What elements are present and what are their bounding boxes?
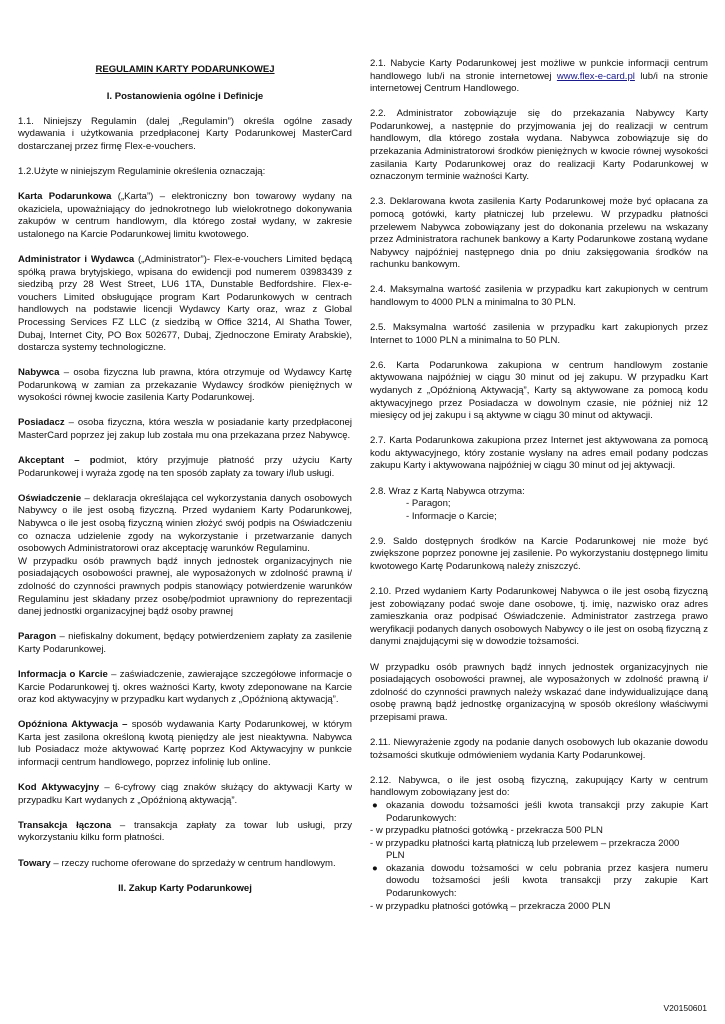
definition-karta [18,191,352,241]
term-oswiadczenie: Oświadczenie [18,492,82,504]
term-nabywca: Nabywca [18,367,60,379]
paragraph-2-10-continued: W przypadku osób prawnych bądź innych jednostek organizacyjnych nie posiadających osobowości prawnej, ale wyposażonych w zdolność prawną i/ zdolność do czynności prawnych należy wskazać dane indywidualizujące daną osobę prawną bądź jednostkę organizacyjną w sposób określony właściwymi przepisami prawa. [370,661,708,723]
bullet-text: okazania dowodu tożsamości w celu pobrania przez kasjera numeru dowodu tożsamości jeśli kwota transakcji przy zakupie Kart Podarunkowych: [386,862,708,900]
flex-e-card-link[interactable]: www.flex-e-card.pl [556,70,635,82]
text-transakcja: – transakcja zapłaty za towar lub usługi, przy wykorzystaniu kilku form płatności. [18,819,352,844]
paragraph-2-1-text-end: lub/i na stronie internetowej Centrum Handlowego. [370,70,708,95]
text-akceptant: odmiot, który przyjmuje płatność przy użyciu Karty Podarunkowej i wyraża zgodę na ten sposób zapłaty za towary i/lub usługi. [18,455,352,479]
paragraph-2-4: 2.4. Maksymalna wartość zasilenia w przypadku kart zakupionych w centrum handlowym to 4000 PLN a minimalna to 30 PLN. [370,284,708,308]
text-towary: – rzeczy ruchome oferowane do sprzedaży w centrum handlowym. [50,857,336,869]
paragraph-2-8: 2.8. Wraz z Kartą Nabywca otrzyma: [370,485,525,497]
text-karta: („Karta”) – elektroniczny bon towarowy wydany na okaziciela, upoważniający do jednokrotnego lub wielokrotnego dokonywania zakupów w centrum handlowym, dla którego został wydany, w zakresie ustalonego na Karcie Podarunkowej limitu kwotowego. [18,191,352,240]
term-towary: Towary [18,857,51,869]
document-title: REGULAMIN KARTY PODARUNKOWEJ [95,64,275,75]
term-akceptant: Akceptant – p [18,455,96,467]
text-paragon: – niefiskalny dokument, będący potwierdzeniem zapłaty za zasilenie Karty Podarunkowej. [18,631,352,655]
definition-opozniona-aktywacja [18,719,352,769]
term-karta: Karta Podarunkowa [18,191,112,203]
dash-text: - w przypadku płatności kartą płatniczą lub przelewem – przekracza 2000 [370,837,680,849]
paragraph-2-2: 2.2. Administrator zobowiązuje się do przekazania Nabywcy Karty Podarunkowej, a następnie do przyjmowania jej do realizacji w centrum handlowym, dla którego została wydana. Nabywca zobowiązuje się do przekazania Administratorowi środków pieniężnych w kwocie równej wysokości zasilania Karty Podarunkowej oraz do realizacji Karty Podarunkowej w oznaczonym terminie ważności Karty. [370,108,708,183]
left-column [18,58,352,908]
definition-oswiadczenie [18,493,352,556]
list-item [370,838,708,863]
paragraph-2-9: 2.9. Saldo dostępnych środków na Karcie Podarunkowej nie może być zwiększone poprzez ponowne jej zasilenie. Po wykorzystaniu dostępnego limitu kwotowego Kartę Podarunkową należy zniszczyć. [370,535,708,572]
right-column [370,58,708,913]
bullet-text: okazania dowodu tożsamości jeśli kwota transakcji przy zakupie Kart Podarunkowych: [386,799,708,824]
definition-administrator [18,254,352,355]
bullet-icon: ● [372,862,378,874]
bullet-icon: ● [372,799,378,811]
paragraph-2-12: 2.12. Nabywca, o ile jest osobą fizyczną, zakupujący Karty w centrum handlowym zobowiązany jest do: [370,774,708,799]
term-informacja: Informacja o Karcie [18,668,108,680]
paragraph-2-10: 2.10. Przed wydaniem Karty Podarunkowej Nabywca o ile jest osobą fizyczną jest zobowiązany podać swoje dane osobowe, tj. imię, nazwisko oraz adres zamieszkania oraz podpisać Oświadczenie. Administrator zastrzega prawo weryfikacji podanych danych osobowych Nabywcy o ile jest on osobą fizyczną z danymi znajdującymi się w dowodzie tożsamości. [370,586,708,648]
definition-towary [18,858,352,871]
definition-transakcja [18,820,352,845]
paragraph-2-7: 2.7. Karta Podarunkowa zakupiona przez Internet jest aktywowana za pomocą kodu aktywacyjnego, który zostanie wysłany na adres email podany podczas zakupu Karty i aktywowana najpóźniej w ciągu 30 minut od jej aktywacji. [370,435,708,472]
list-item [370,800,708,825]
list-item: - Informacje o Karcie; [406,510,497,522]
term-administrator: Administrator i Wydawca [18,253,135,265]
dash-text-continued: PLN [386,850,405,862]
paragraph-2-1-text: 2.1. Nabycie Karty Podarunkowej jest możliwe w punkcie informacji centrum handlowego lub/i na stronie internetowej [370,58,708,82]
paragraph-2-6: 2.6. Karta Podarunkowa zakupiona w centrum handlowym zostanie aktywowana najpóźniej w ciągu 30 minut od jej zakupu. W przypadku Kart wydanych z „Opóźnioną Aktywacją”, Karty są aktywowane za pomocą kodu aktywacyjnego przez Posiadacza w dowolnym czasie, nie później niż 12 miesięcy od jej zakupu i są aktywne w ciągu 30 minut od aktywacji. [370,359,708,422]
version-code: V20150601 [663,1003,707,1013]
paragraph-2-1 [370,58,708,96]
definition-oswiadczenie-continued: W przypadku osób prawnych bądź innych jednostek organizacyjnych nie posiadających osobowości prawnej, ale wyposażonych w zdolność prawną i/ zdolność do czynności prawnych podpis stanowiący potwierdzenie warunków Regulaminu jest składany przez osobę/podmiot uprawniony do reprezentacji danej jednostki organizacyjnej bądź osoby prawnej [18,555,352,618]
text-administrator: („Administrator”)- Flex-e-vouchers Limited będącą spółką prawa brytyjskiego, wpisana do ewidencji pod numerem 03983439 z siedzibą przy 28 West Street, LU6 1TA, Dunstable Bedfordshire. Flex-e-vouchers Limited obsługujące program Kart Podarunkowych w centrach handlowych na podstawie licencji Wydawcy Karty oraz, wraz z Global Processing Services FZ LLC (z siedzibą w Office 3214, Al Shatha Tower, Dubaj, Internet City, PO Box 502677, Dubaj, Zjednoczone Emiraty Arabskie), dostarcza systemy technologiczne. [18,253,353,354]
term-kod-aktywacyjny: Kod Aktywacyjny [18,782,100,794]
list-item: - w przypadku płatności gotówką – przekracza 2000 PLN [370,900,611,912]
section-1-heading: I. Postanowienia ogólne i Definicje [106,90,264,102]
paragraph-1-1: 1.1. Niniejszy Regulamin (dalej „Regulamin”) określa ogólne zasady wydawania i użytkowania przedpłaconej Karty Podarunkowej MasterCard dostarczanej przez firmę Flex-e-vouchers. [18,115,352,152]
text-posiadacz: – osoba fizyczna, która weszła w posiadanie karty przedpłaconej MasterCard poprzez jej zakup lub została mu ona przekazana przez Nabywcę. [18,417,352,442]
definition-informacja [18,669,352,707]
term-opozniona-aktywacja: Opóźniona Aktywacja – [18,719,128,731]
definition-paragon [18,631,352,656]
paragraph-2-3: 2.3. Deklarowana kwota zasilenia Karty Podarunkowej może być opłacana za pomocą gotówki, karty płatniczej lub przelewu. W przypadku płatności przelewem Nabywca zobowiązany jest do dokonania przelewu na wskazany przez Administratora rachunek bankowy a Karty Podarunkowe zostaną wydane Nabywcy najpóźniej następnego dnia po dniu zaksięgowania środków na rachunku bankowym. [370,196,708,271]
text-kod-aktywacyjny: – 6-cyfrowy ciąg znaków służący do aktywacji Karty w przypadku Kart wydanych z „Opóźnioną aktywacją”. [18,782,352,806]
text-opozniona-aktywacja: sposób wydawania Karty Podarunkowej, w którym Karta jest zasilona określoną kwotą pieniędzy ale jest nieaktywna. Nabywca lub Posiadacz może aktywować Kartę poprzez Kod Aktywacyjny w punkcie informacji centrum handlowego, poprzez infolinię lub online. [18,719,352,769]
paragraph-1-2: 1.2.Użyte w niniejszym Regulaminie określenia oznaczają: [18,165,266,177]
paragraph-2-11: 2.11. Niewyrażenie zgody na podanie danych osobowych lub okazanie dowodu tożsamości skutkuje odmówieniem wydania Karty Podarunkowej. [370,737,708,761]
definition-posiadacz [18,417,352,442]
list-item: - w przypadku płatności gotówką - przekracza 500 PLN [370,825,603,837]
section-2-heading: II. Zakup Karty Podarunkowej [118,882,252,894]
term-paragon: Paragon [18,631,57,643]
paragraph-2-5: 2.5. Maksymalna wartość zasilenia w przypadku kart zakupionych przez Internet to 1000 PLN a minimalna to 50 PLN. [370,322,708,346]
definition-nabywca [18,367,352,405]
term-transakcja: Transakcja łączona [18,819,112,831]
text-informacja: – zaświadczenie, zawierające szczegółowe informacje o Karcie Podarunkowej tj. okres ważności Karty, kwoty zdeponowane na Karcie oraz kod aktywacyjny w przypadku kart wydanych z „Opóźnioną aktywacją”. [18,668,352,706]
definition-kod-aktywacyjny [18,782,352,807]
definition-akceptant [18,455,352,480]
text-nabywca: – osoba fizyczna lub prawna, która otrzymuje od Wydawcy Kartę Podarunkową w zamian za przekazanie Wydawcy środków pieniężnych w wysokości równej kwocie zasilenia Karty Podarunkowej. [18,367,352,404]
list-item [370,863,708,901]
list-item: - Paragon; [406,498,451,510]
text-oswiadczenie: – deklaracja określająca cel wykorzystania danych osobowych Nabywcy o ile jest osobą fizyczną. Przed wydaniem Karty Podarunkowej, Nabywca o ile jest osobą fizyczną winien złożyć swój podpis na Oświadczeniu co oznacza udzielenie zgody na wykorzystanie i przetwarzanie danych osobowych Administratorowi oraz akceptację warunków Regulaminu. [18,492,352,555]
term-posiadacz: Posiadacz [18,417,65,429]
